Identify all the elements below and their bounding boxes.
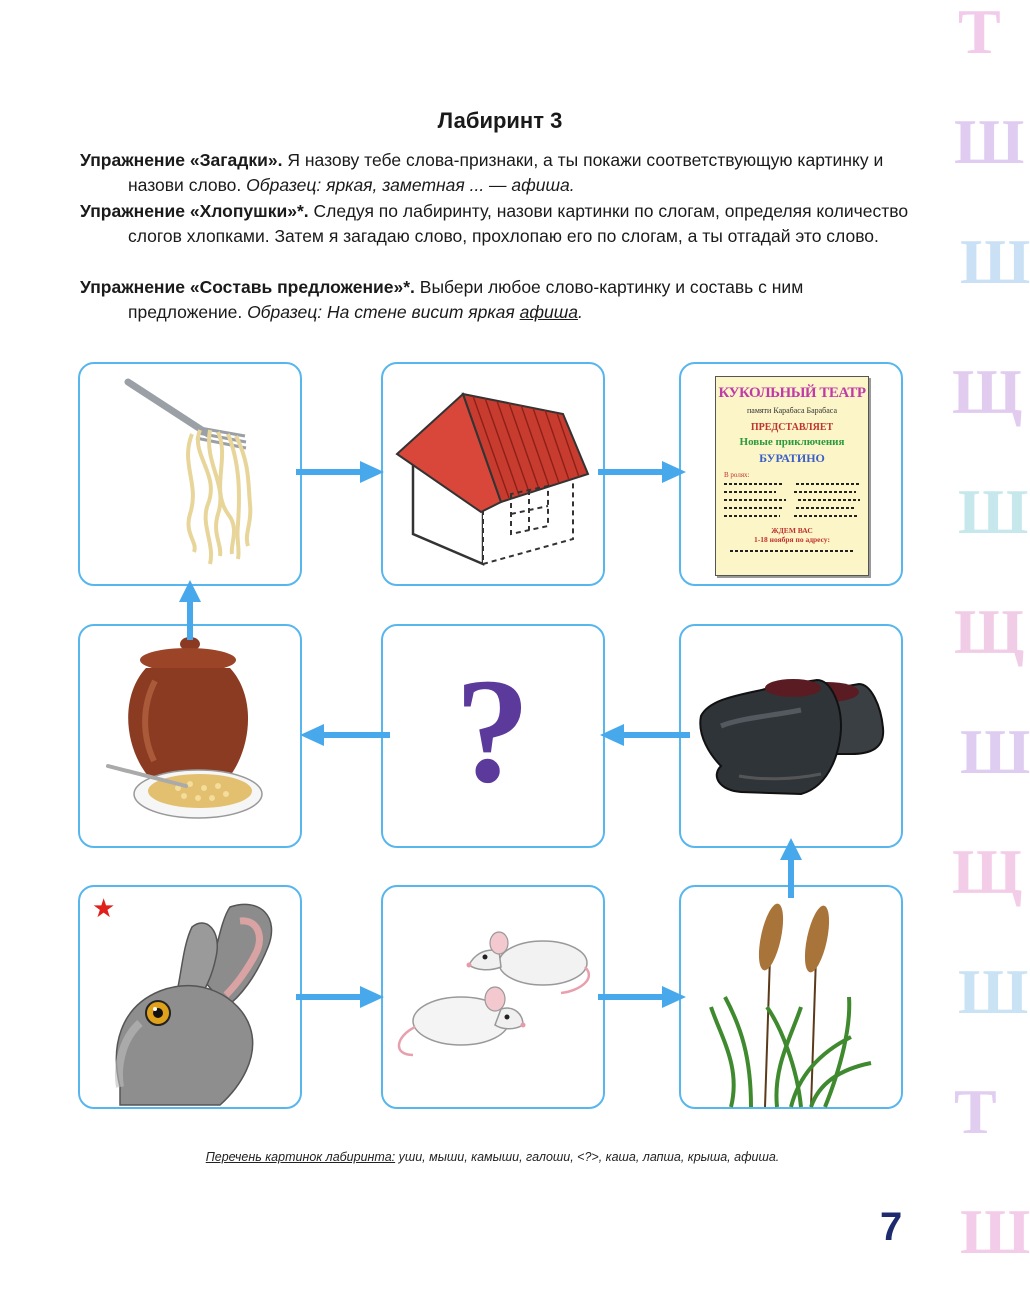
maze-cell-porridge[interactable] — [78, 624, 302, 848]
exercise-text: Я назову тебе слова-признаки, а ты покажи соответствующую картинку и назови слово. — [128, 150, 884, 195]
exercise-example-end: . — [577, 302, 583, 322]
deco-letter: Т — [958, 0, 1001, 67]
arrow-right-icon — [598, 459, 688, 485]
poster-show: Новые приключения — [739, 436, 845, 448]
deco-letter: Ш — [958, 956, 1029, 1027]
maze-cell-reeds[interactable] — [679, 885, 903, 1109]
poster-dates: 1-18 ноября по адресу: — [754, 535, 830, 544]
arrow-right-icon — [296, 459, 386, 485]
porridge-pot-icon — [80, 626, 300, 846]
exercise-example: Образец: яркая, заметная ... — афиша. — [246, 175, 575, 195]
maze-cell-galoshes[interactable] — [679, 624, 903, 848]
exercise-riddles — [80, 148, 910, 198]
question-mark-icon: ? — [455, 648, 530, 814]
maze-cell-poster[interactable] — [679, 362, 903, 586]
deco-letter: Ш — [960, 1196, 1030, 1267]
galoshes-icon — [681, 626, 901, 846]
arrow-left-icon — [298, 722, 390, 748]
star-icon: ★ — [92, 893, 116, 923]
deco-letter: Ш — [958, 476, 1029, 547]
maze-cell-noodles[interactable] — [78, 362, 302, 586]
deco-letter: Т — [954, 1076, 997, 1147]
house-icon — [383, 364, 603, 584]
poster-subtitle: памяти Карабаса Барабаса — [746, 406, 838, 415]
deco-letter: Щ — [952, 356, 1023, 427]
maze-cell-ears[interactable] — [78, 885, 302, 1109]
deco-letter: Щ — [952, 836, 1023, 907]
deco-letter: Ш — [960, 716, 1030, 787]
poster-presents: ПРЕДСТАВЛЯЕТ — [750, 422, 834, 433]
deco-letter: Ш — [954, 106, 1025, 177]
maze-picture-list — [0, 1150, 985, 1164]
maze-cell-house[interactable] — [381, 362, 605, 586]
exercise-name: Упражнение «Хлопушки»*. — [80, 201, 309, 221]
exercise-name: Упражнение «Загадки». — [80, 150, 283, 170]
footer-list: уши, мыши, камыши, галоши, <?>, каша, лапша, крыша, афиша. — [395, 1150, 780, 1164]
poster-title: КУКОЛЬНЫЙ ТЕАТР — [718, 385, 866, 401]
page-number: 7 — [880, 1205, 903, 1249]
maze-cell-unknown[interactable] — [381, 624, 605, 848]
exercise-make-sentence — [80, 275, 910, 325]
noodles-fork-icon — [80, 364, 300, 584]
mice-icon — [383, 887, 603, 1107]
exercise-example: Образец: На стене висит яркая — [247, 302, 520, 322]
arrow-up-icon — [177, 578, 203, 640]
exercise-text: Выбери любое слово-картинку и составь с ним предложение. — [128, 277, 804, 322]
exercise-example-word: афиша — [519, 302, 578, 322]
deco-letter: Щ — [954, 596, 1025, 667]
arrow-left-icon — [598, 722, 690, 748]
deco-letter: Ш — [960, 226, 1030, 297]
exercise-name: Упражнение «Составь предложение»*. — [80, 277, 415, 297]
poster-text-lines — [716, 479, 868, 521]
decorative-letter-strip — [952, 0, 1030, 1293]
page-title: Лабиринт 3 — [437, 108, 563, 133]
exercise-clappers — [80, 199, 910, 249]
footer-label: Перечень картинок лабиринта: — [205, 1150, 396, 1164]
arrow-right-icon — [296, 984, 386, 1010]
maze-cell-mice[interactable] — [381, 885, 605, 1109]
poster-roles: В ролях: — [724, 471, 750, 479]
poster-hero: БУРАТИНО — [759, 451, 825, 465]
exercise-text: Следуя по лабиринту, назови картинки по слогам, определяя количество слогов хлопками. Затем я загадаю слово, прохлопаю его по слогам, а ты отгадай это слово. — [128, 201, 909, 246]
poster-address-lines — [716, 544, 868, 558]
arrow-right-icon — [598, 984, 688, 1010]
poster-waiting: ЖДЕМ ВАС — [771, 526, 813, 535]
reeds-icon — [681, 887, 901, 1107]
arrow-up-icon — [778, 836, 804, 898]
poster — [715, 376, 869, 576]
